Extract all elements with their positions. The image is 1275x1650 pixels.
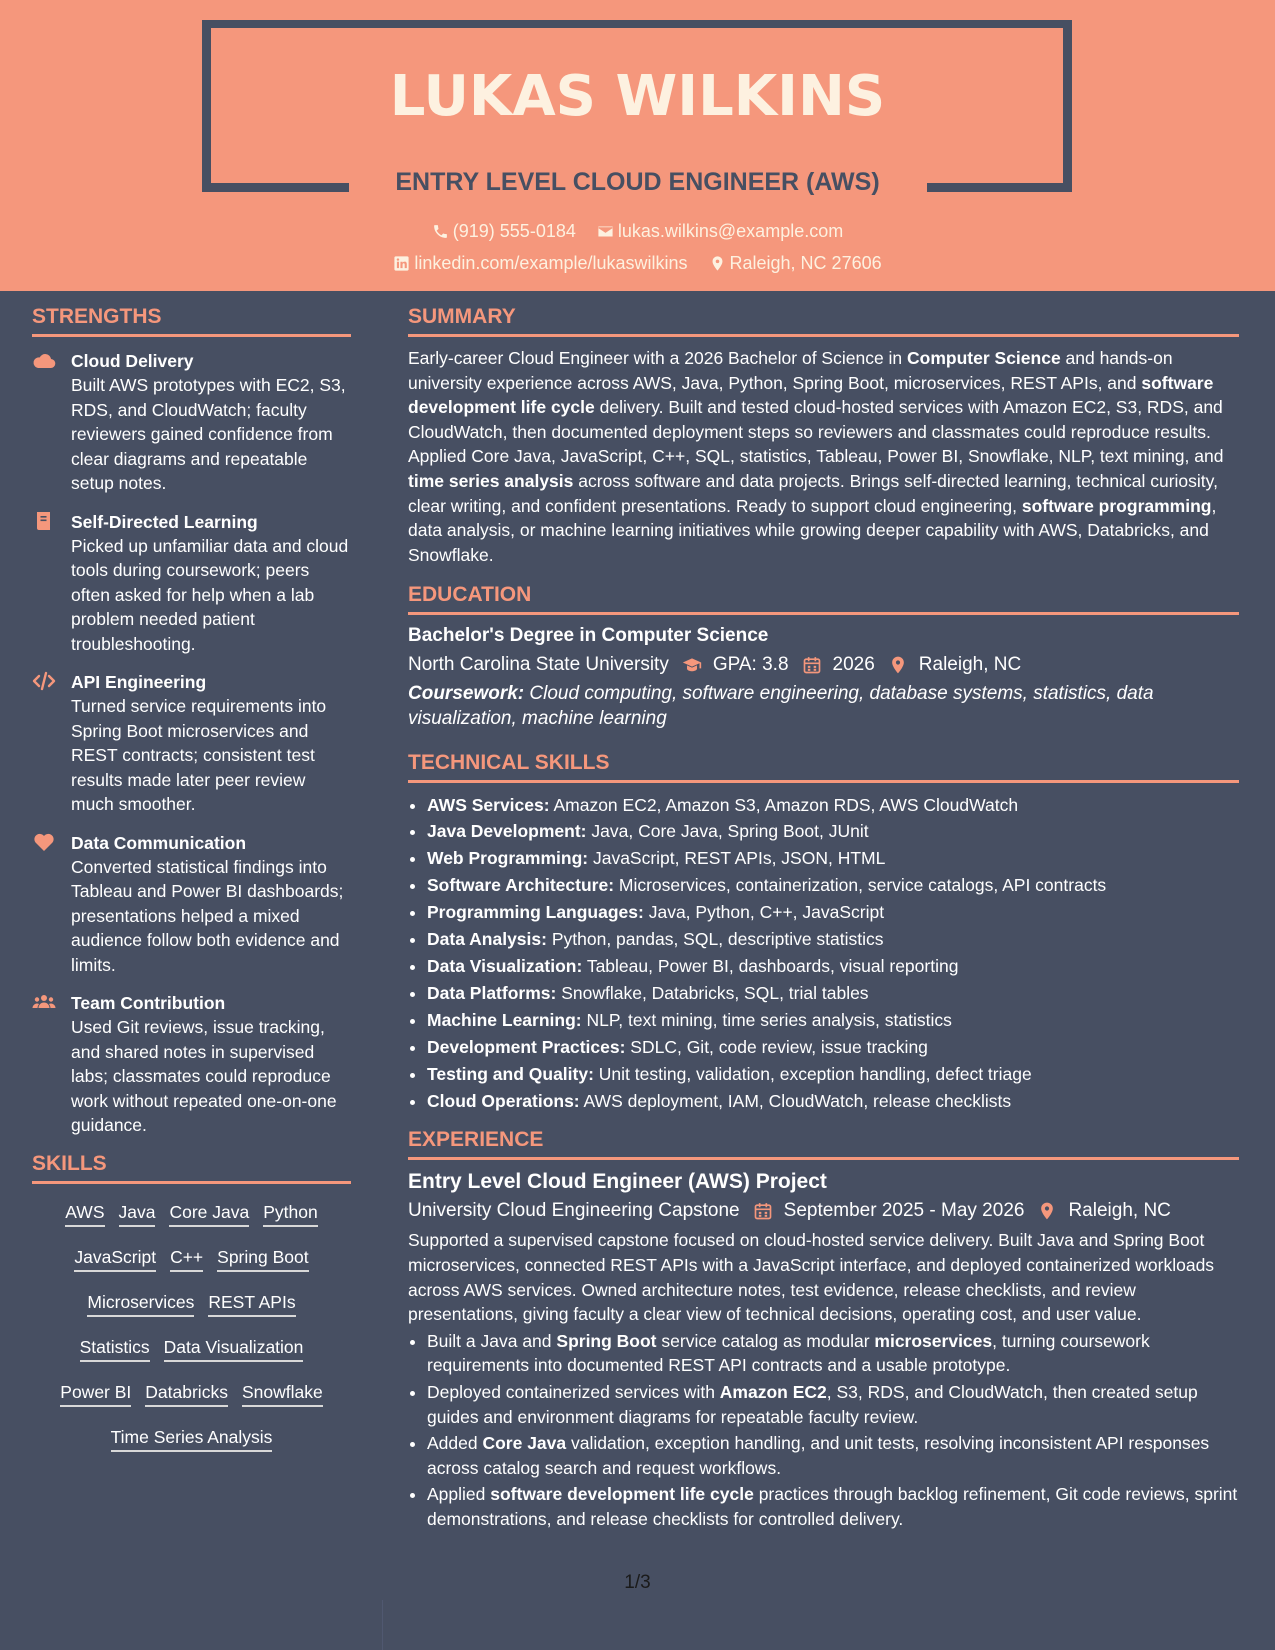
technical-skill-item bbox=[427, 872, 1239, 899]
skill-category: Testing and Quality: bbox=[427, 1063, 594, 1084]
users-icon bbox=[32, 992, 56, 1012]
skill-row bbox=[32, 1380, 351, 1425]
technical-skill-item bbox=[427, 818, 1239, 845]
header-frame-top bbox=[202, 20, 1072, 28]
graduation-cap-icon bbox=[681, 655, 703, 675]
strength-item bbox=[32, 991, 351, 1138]
skill-tag: Spring Boot bbox=[217, 1245, 308, 1272]
text-segment: and hands-on university experience across AWS, Java, Python, Spring Boot, microservices, REST APIs, and bbox=[408, 348, 1173, 393]
linkedin-text: linkedin.com/example/lukaswilkins bbox=[414, 253, 688, 273]
skill-tag: Core Java bbox=[169, 1200, 249, 1227]
text-segment: Deployed containerized services with bbox=[427, 1381, 720, 1402]
skill-row bbox=[32, 1245, 351, 1290]
skill-row bbox=[32, 1335, 351, 1380]
emphasis-text: software programming bbox=[1021, 495, 1212, 516]
skill-tag: Microservices bbox=[87, 1290, 194, 1317]
phone-icon bbox=[432, 223, 449, 240]
map-pin-icon bbox=[1036, 1201, 1058, 1221]
text-segment: Applied bbox=[427, 1484, 491, 1505]
strength-item bbox=[32, 670, 351, 817]
emphasis-text: software development life cycle bbox=[408, 372, 1214, 418]
job-bullet bbox=[427, 1431, 1239, 1480]
technical-skill-item bbox=[427, 980, 1239, 1007]
technical-skills-heading: TECHNICAL SKILLS bbox=[408, 750, 610, 774]
page-number: 1/3 bbox=[624, 1572, 651, 1593]
coursework-label: Coursework: bbox=[408, 683, 525, 705]
cloud-icon bbox=[32, 350, 56, 370]
skill-values: Python, pandas, SQL, descriptive statistics bbox=[546, 929, 884, 950]
job-title: Entry Level Cloud Engineer (AWS) Project bbox=[408, 1170, 827, 1194]
email-text: lukas.wilkins@example.com bbox=[617, 221, 844, 241]
emphasis-text: Spring Boot bbox=[556, 1330, 657, 1351]
strength-title: Team Contribution bbox=[71, 993, 226, 1013]
text-segment: Added bbox=[427, 1433, 483, 1454]
calendar-icon bbox=[801, 655, 823, 675]
strength-description: Used Git reviews, issue tracking, and shared notes in supervised labs; classmates could reproduce work without repeated one-on-one guidance. bbox=[71, 1017, 337, 1135]
skill-values: SDLC, Git, code review, issue tracking bbox=[625, 1036, 928, 1057]
skill-category: Programming Languages: bbox=[427, 902, 644, 923]
left-column bbox=[32, 305, 351, 1470]
contact-linkedin[interactable] bbox=[393, 253, 687, 274]
strength-title: Self-Directed Learning bbox=[71, 511, 258, 532]
skill-category: Java Development: bbox=[427, 821, 587, 842]
column-divider bbox=[382, 1600, 383, 1650]
strength-description: Converted statistical findings into Tableau and Power BI dashboards; presentations helped a mixed audience follow both evidence and limits. bbox=[71, 856, 344, 975]
skill-row bbox=[32, 1200, 351, 1245]
skill-tag: Python bbox=[263, 1200, 317, 1227]
emphasis-text: microservices bbox=[874, 1330, 993, 1351]
technical-skills-divider bbox=[408, 780, 1239, 783]
text-segment: across software and data projects. Brings self-directed learning, technical curiosity, clear writing, and confident presentations. Ready to support cloud engineering, bbox=[408, 470, 1218, 516]
technical-skill-item bbox=[427, 1061, 1239, 1088]
calendar-icon bbox=[752, 1201, 774, 1221]
technical-skill-item bbox=[427, 1007, 1239, 1034]
job-bullet bbox=[427, 1482, 1239, 1531]
strengths-heading: STRENGTHS bbox=[32, 305, 162, 328]
candidate-title: ENTRY LEVEL CLOUD ENGINEER (AWS) bbox=[395, 168, 880, 196]
map-pin-icon bbox=[887, 655, 909, 675]
skill-row bbox=[32, 1290, 351, 1335]
emphasis-text: Computer Science bbox=[907, 348, 1061, 368]
resume-header bbox=[0, 0, 1275, 291]
text-segment: validation, exception handling, and unit tests, resolving inconsistent API responses across catalog search and request workflows. bbox=[427, 1433, 1210, 1478]
skill-values: Java, Python, C++, JavaScript bbox=[643, 902, 885, 923]
gpa-text: GPA: 3.8 bbox=[712, 654, 789, 676]
skill-tag: Statistics bbox=[80, 1335, 150, 1362]
skill-tag: JavaScript bbox=[74, 1245, 156, 1272]
contact-email[interactable] bbox=[597, 221, 843, 242]
summary-divider bbox=[408, 334, 1239, 337]
job-bullets bbox=[408, 1329, 1239, 1532]
strength-item bbox=[32, 831, 351, 978]
skill-values: Tableau, Power BI, dashboards, visual reporting bbox=[582, 955, 959, 976]
linkedin-icon bbox=[393, 255, 410, 272]
education-heading: EDUCATION bbox=[408, 583, 532, 607]
strength-title: API Engineering bbox=[71, 672, 207, 692]
technical-skills-section bbox=[408, 751, 1239, 1115]
summary-text bbox=[408, 346, 1239, 567]
envelope-icon bbox=[597, 223, 614, 240]
skills-divider bbox=[32, 1181, 351, 1184]
technical-skill-item bbox=[427, 899, 1239, 926]
coursework-list: Cloud computing, software engineering, database systems, statistics, data visualization, machine learning bbox=[408, 683, 1154, 729]
experience-section bbox=[408, 1128, 1239, 1531]
skill-category: Data Platforms: bbox=[427, 982, 557, 1003]
education-section bbox=[408, 583, 1239, 731]
skill-tag: Time Series Analysis bbox=[111, 1425, 273, 1452]
text-segment: Early-career Cloud Engineer with a 2026 Bachelor of Science in bbox=[408, 348, 908, 368]
skill-tag: C++ bbox=[170, 1245, 203, 1272]
skills-tag-cloud bbox=[32, 1200, 351, 1470]
text-segment: service catalog as modular bbox=[656, 1330, 875, 1351]
job-meta bbox=[408, 1200, 1239, 1222]
text-segment: Built a Java and bbox=[427, 1330, 557, 1351]
education-divider bbox=[408, 612, 1239, 615]
graduation-year: 2026 bbox=[832, 654, 875, 676]
skills-heading: SKILLS bbox=[32, 1151, 107, 1175]
text-segment: delivery. Built and tested cloud-hosted services with Amazon EC2, S3, RDS, and CloudWatch, then documented deployment steps so reviewers and classmates could reproduce results. Applied Core Java, JavaScript, C++, SQL, statistics, Tableau, Power BI, Snowflake, NLP, text mining, and bbox=[408, 397, 1224, 467]
school-name: North Carolina State University bbox=[408, 654, 669, 676]
skill-tag: Snowflake bbox=[242, 1380, 323, 1407]
education-meta bbox=[408, 654, 1239, 676]
strengths-list bbox=[32, 349, 351, 1138]
coursework bbox=[408, 682, 1239, 731]
emphasis-text: Core Java bbox=[482, 1433, 567, 1454]
skill-tag: Java bbox=[119, 1200, 156, 1227]
skill-values: Microservices, containerization, service catalogs, API contracts bbox=[614, 875, 1107, 896]
skill-category: AWS Services: bbox=[427, 794, 550, 815]
right-column bbox=[408, 305, 1239, 1534]
technical-skill-item bbox=[427, 845, 1239, 872]
organization-name: University Cloud Engineering Capstone bbox=[408, 1200, 740, 1222]
strength-description: Picked up unfamiliar data and cloud tools during coursework; peers often asked for help when a lab problem needed patient troubleshooting. bbox=[71, 535, 349, 654]
skill-values: Unit testing, validation, exception handling, defect triage bbox=[593, 1063, 1032, 1084]
code-icon bbox=[32, 671, 56, 691]
contact-row-primary bbox=[0, 221, 1275, 245]
skill-row bbox=[32, 1425, 351, 1470]
job-bullet bbox=[427, 1380, 1239, 1429]
contact-row-secondary bbox=[0, 253, 1275, 277]
skill-category: Machine Learning: bbox=[427, 1009, 582, 1030]
strength-description: Built AWS prototypes with EC2, S3, RDS, and CloudWatch; faculty reviewers gained confidence from clear diagrams and repeatable setup notes. bbox=[71, 375, 346, 493]
degree-title: Bachelor's Degree in Computer Science bbox=[408, 625, 769, 647]
skill-tag: Databricks bbox=[145, 1380, 228, 1407]
experience-heading: EXPERIENCE bbox=[408, 1128, 544, 1152]
text-segment: , S3, RDS, and CloudWatch, then created setup guides and environment diagrams for repeatable faculty review. bbox=[427, 1381, 1198, 1427]
location-text: Raleigh, NC 27606 bbox=[729, 253, 882, 273]
skill-tag: Data Visualization bbox=[164, 1335, 304, 1362]
phone-text: (919) 555-0184 bbox=[452, 221, 576, 241]
heart-icon bbox=[32, 832, 56, 852]
job-bullet bbox=[427, 1329, 1239, 1378]
skill-values: JavaScript, REST APIs, JSON, HTML bbox=[588, 848, 886, 869]
skill-tag: Power BI bbox=[60, 1380, 131, 1407]
contact-location bbox=[709, 253, 882, 274]
skill-tag: AWS bbox=[65, 1200, 104, 1227]
skill-category: Data Visualization: bbox=[427, 955, 583, 976]
skill-category: Cloud Operations: bbox=[427, 1090, 580, 1111]
map-pin-icon bbox=[709, 255, 726, 272]
strength-item bbox=[32, 349, 351, 496]
technical-skill-item bbox=[427, 953, 1239, 980]
job-dates: September 2025 - May 2026 bbox=[783, 1200, 1025, 1222]
skill-values: Amazon EC2, Amazon S3, Amazon RDS, AWS CloudWatch bbox=[549, 794, 1019, 815]
skill-category: Web Programming: bbox=[427, 848, 589, 869]
technical-skill-item bbox=[427, 926, 1239, 953]
strength-item bbox=[32, 510, 351, 657]
strengths-divider bbox=[32, 334, 351, 337]
technical-skills-list bbox=[408, 792, 1239, 1115]
summary-heading: SUMMARY bbox=[408, 305, 516, 328]
education-location: Raleigh, NC bbox=[918, 654, 1022, 676]
skill-values: AWS deployment, IAM, CloudWatch, release checklists bbox=[579, 1090, 1012, 1111]
strength-title: Data Communication bbox=[71, 832, 247, 853]
skill-values: NLP, text mining, time series analysis, statistics bbox=[581, 1009, 952, 1030]
skill-category: Development Practices: bbox=[427, 1036, 626, 1057]
skill-tag: REST APIs bbox=[208, 1290, 295, 1317]
skill-category: Software Architecture: bbox=[427, 875, 615, 896]
skill-category: Data Analysis: bbox=[427, 929, 547, 950]
job-description: Supported a supervised capstone focused on cloud-hosted service delivery. Built Java and Spring Boot microservices, connected REST APIs with a JavaScript interface, and deployed containerized workloads across AWS services. Owned architecture notes, test evidence, release checklists, and review presentations, giving faculty a clear view of technical decisions, operating cost, and user value. bbox=[408, 1230, 1215, 1325]
emphasis-text: software development life cycle bbox=[490, 1484, 754, 1505]
emphasis-text: Amazon EC2 bbox=[719, 1381, 827, 1402]
skill-values: Java, Core Java, Spring Boot, JUnit bbox=[586, 821, 869, 842]
text-segment: , turning coursework requirements into documented REST API contracts and a usable prototype. bbox=[427, 1330, 1150, 1376]
technical-skill-item bbox=[427, 1088, 1239, 1115]
technical-skill-item bbox=[427, 1034, 1239, 1061]
experience-divider bbox=[408, 1157, 1239, 1160]
job-location: Raleigh, NC bbox=[1068, 1200, 1171, 1222]
text-segment: practices through backlog refinement, Git code reviews, sprint demonstrations, and release checklists for controlled delivery. bbox=[427, 1484, 1238, 1529]
emphasis-text: time series analysis bbox=[408, 470, 574, 491]
strength-description: Turned service requirements into Spring Boot microservices and REST contracts; consistent test results made later peer review much smoother. bbox=[71, 696, 327, 814]
contact-phone[interactable] bbox=[432, 221, 576, 242]
skill-values: Snowflake, Databricks, SQL, trial tables bbox=[556, 982, 869, 1003]
strength-title: Cloud Delivery bbox=[71, 351, 194, 371]
book-icon bbox=[32, 511, 56, 531]
technical-skill-item bbox=[427, 792, 1239, 819]
text-segment: , data analysis, or machine learning initiatives while growing deeper capability with AWS, Databricks, and Snowflake. bbox=[408, 495, 1217, 565]
candidate-name: LUKAS WILKINS bbox=[389, 64, 886, 129]
